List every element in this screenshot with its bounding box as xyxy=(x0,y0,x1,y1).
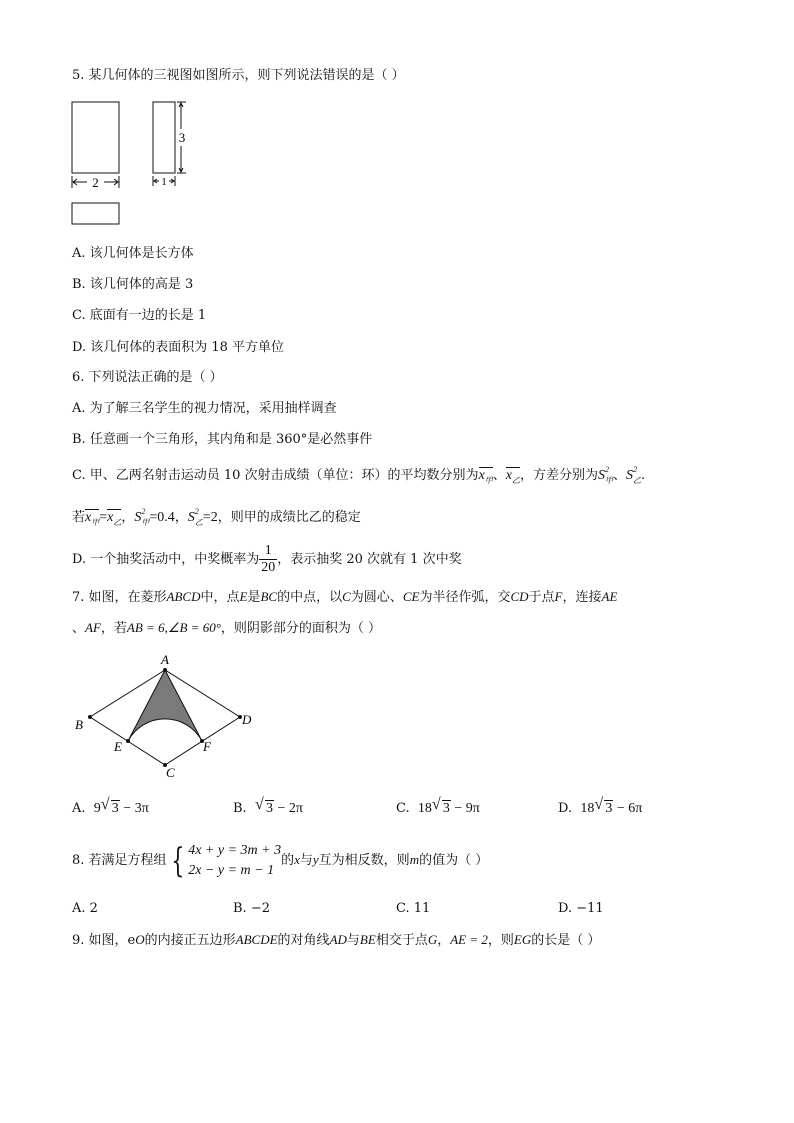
height-label: 3 xyxy=(178,130,186,145)
q9-stem: 9. 如图，eO的内接正五边形ABCDE的对角线AD与BE相交于点G，AE = 2，则EG的长是（ ） xyxy=(72,932,601,948)
q5-option-a: A. 该几何体是长方体 xyxy=(72,246,194,261)
q5-stem: 5. 某几何体的三视图如图所示，则下列说法错误的是（ ） xyxy=(72,68,405,83)
q7-stem-line1: 7. 如图，在菱形ABCD中，点E是BC的中点，以C为圆心、CE为半径作弧，交CD于点F，连接AE xyxy=(72,589,618,605)
side-view-rect xyxy=(153,102,175,173)
q8-option-b: B. −2 xyxy=(233,901,270,916)
width-label: 2 xyxy=(92,175,99,190)
circle-symbol: e xyxy=(127,933,136,948)
label-c: C xyxy=(166,765,175,780)
top-view-rect xyxy=(72,203,119,224)
q8-option-d: D. −11 xyxy=(558,901,604,916)
q6-option-c-line1: C. 甲、乙两名射击运动员 10 次射击成绩（单位：环）的平均数分别为$x_甲$、$x_乙$，方差分别为S 2 甲 、S 2 乙 . xyxy=(72,465,646,485)
q7-option-b: B. √ 3 − 2π xyxy=(233,796,303,816)
q8-stem: 8. 若满足方程组 { 4x + y = 3m + 3 2x − y = m − 1 的x与y互为相反数，则m的值为（ ） xyxy=(72,840,489,881)
q5-three-view-figure xyxy=(68,96,198,230)
label-b: B xyxy=(75,717,83,732)
shaded-region xyxy=(128,670,202,741)
label-e: E xyxy=(114,739,122,754)
probability-fraction: $\frac{1}{20}$ xyxy=(261,543,276,575)
label-a: A xyxy=(161,652,169,667)
q5-option-c: C. 底面有一边的长是 1 xyxy=(72,308,207,323)
q7-rhombus-figure xyxy=(70,650,270,782)
q7-option-c: C. 18 √ 3 − 9π xyxy=(396,796,480,816)
q7-options xyxy=(0,796,794,824)
q5-option-b: B. 该几何体的高是 3 xyxy=(72,277,194,292)
q8-option-c: C. 11 xyxy=(396,901,431,916)
depth-label: 1 xyxy=(161,176,167,188)
equation-system: 4x + y = 3m + 3 2x − y = m − 1 xyxy=(188,842,282,878)
q7-stem-line2: 、AF，若AB = 6,∠B = 60°，则阴影部分的面积为（ ） xyxy=(72,620,382,636)
label-f: F xyxy=(203,739,211,754)
variance-s-jia: S 2 甲 xyxy=(598,465,614,485)
q6-stem: 6. 下列说法正确的是（ ） xyxy=(72,370,223,385)
q6-option-a: A. 为了解三名学生的视力情况，采用抽样调查 xyxy=(72,401,337,416)
label-d: D xyxy=(242,712,252,727)
q6-option-d: D. 一个抽奖活动中，中奖概率为 $\frac{1}{20}$ ，表示抽奖 20 次就有 1 次中奖 xyxy=(72,543,462,575)
q7-option-d: D. 18 √ 3 − 6π xyxy=(558,796,643,816)
mean-x-jia: $x_甲$ xyxy=(478,468,493,485)
q5-option-d: D. 该几何体的表面积为 18 平方单位 xyxy=(72,340,285,355)
mean-x-yi: $x_乙$ xyxy=(505,468,521,485)
q6-option-b: B. 任意画一个三角形，其内角和是 360°是必然事件 xyxy=(72,432,373,447)
q7-option-a: A. 9 √ 3 − 3π xyxy=(72,796,149,816)
q6-option-c-line2: 若$x_甲=x_乙$，S 2 甲 =0.4，S 2 乙 =2，则甲的成绩比乙的稳定 xyxy=(72,507,361,527)
variance-s-yi: S 2 乙 xyxy=(626,465,642,485)
front-view-rect xyxy=(72,102,119,173)
q8-option-a: A. 2 xyxy=(72,901,98,916)
